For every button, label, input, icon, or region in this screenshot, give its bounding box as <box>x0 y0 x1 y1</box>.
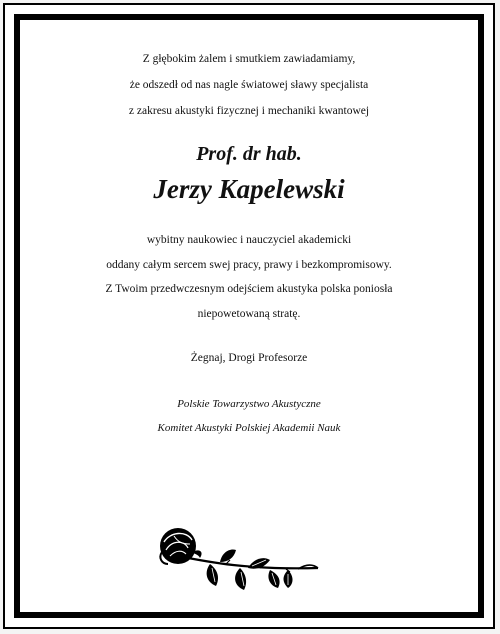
rose-icon <box>148 522 322 592</box>
announcement-line: Z głębokim żalem i smutkiem zawiadamiamy, <box>142 53 356 65</box>
tribute-line: niepowetowaną stratę. <box>197 307 301 320</box>
deceased-name: Jerzy Kapelewski <box>153 174 345 204</box>
tribute-text <box>20 228 478 326</box>
tribute-line: wybitny naukowiec i nauczyciel akademicki <box>146 234 352 246</box>
signatories <box>20 392 478 440</box>
signatory-name: Polskie Towarzystwo Akustyczne <box>177 398 321 410</box>
academic-title: Prof. dr hab. <box>196 143 302 165</box>
farewell-text: Żegnaj, Drogi Profesorze <box>190 352 308 364</box>
signatory-name: Komitet Akustyki Polskiej Akademii Nauk <box>157 422 341 434</box>
announcement-text <box>20 46 478 124</box>
announcement-line: że odszedł od nas nagle światowej sławy specjalista <box>129 79 369 91</box>
announcement-line: z zakresu akustyki fizycznej i mechaniki kwantowej <box>128 105 370 117</box>
tribute-line: oddany całym sercem swej pracy, prawy i bezkompromisowy. <box>106 258 392 271</box>
tribute-line: Z Twoim przedwczesnym odejściem akustyka polska poniosła <box>105 283 393 295</box>
